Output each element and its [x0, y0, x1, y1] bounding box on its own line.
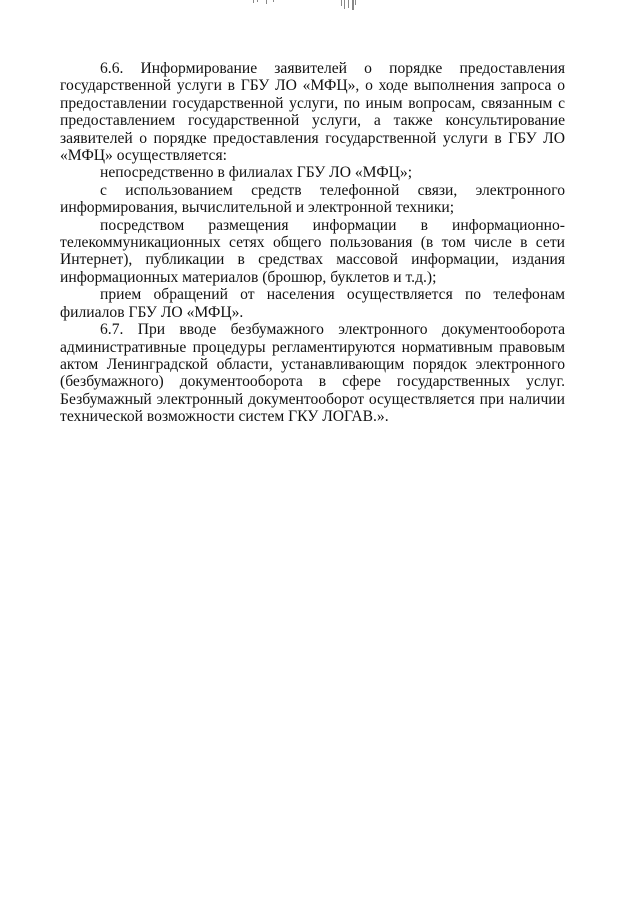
paragraph-6-6: 6.6. Информирование заявителей о порядке предоставления государственной услуги в ГБУ ЛО «МФЦ», о ходе выполнения запроса о предоставлении государственной услуги, по иным вопросам, связанным с предоставлением государственной услуги, а также консультирование заявителей о порядке предоставления государственной услуги в ГБУ ЛО «МФЦ» осуществляется: — [60, 60, 565, 165]
list-item-internet: посредством размещения информации в информационно-телекоммуникационных сетях общего пользования (в том числе в сети Интернет), публикации в средствах массовой информации, издания информационных материалов (брошюр, буклетов и т.д.); — [60, 216, 565, 286]
paragraph-6-7: 6.7. При вводе безбумажного электронного документооборота административные процедуры регламентируются нормативным правовым актом Ленинградской области, устанавливающим порядок электронного (безбумажного) документооборота в сфере государственных услуг. Безбумажный электронный документооборот осуществляется при наличии технической возможности систем ГКУ ЛОГАВ.». — [60, 321, 565, 426]
scan-artifact — [341, 0, 357, 10]
list-item-branches: непосредственно в филиалах ГБУ ЛО «МФЦ»; — [100, 164, 413, 182]
list-item-telephone: с использованием средств телефонной связи, электронного информирования, вычислительной и электронной техники; — [60, 181, 565, 217]
document-body — [60, 60, 565, 426]
list-item-phone-reception: прием обращений от населения осуществляется по телефонам филиалов ГБУ ЛО «МФЦ». — [60, 286, 565, 321]
scan-artifact — [253, 0, 275, 10]
